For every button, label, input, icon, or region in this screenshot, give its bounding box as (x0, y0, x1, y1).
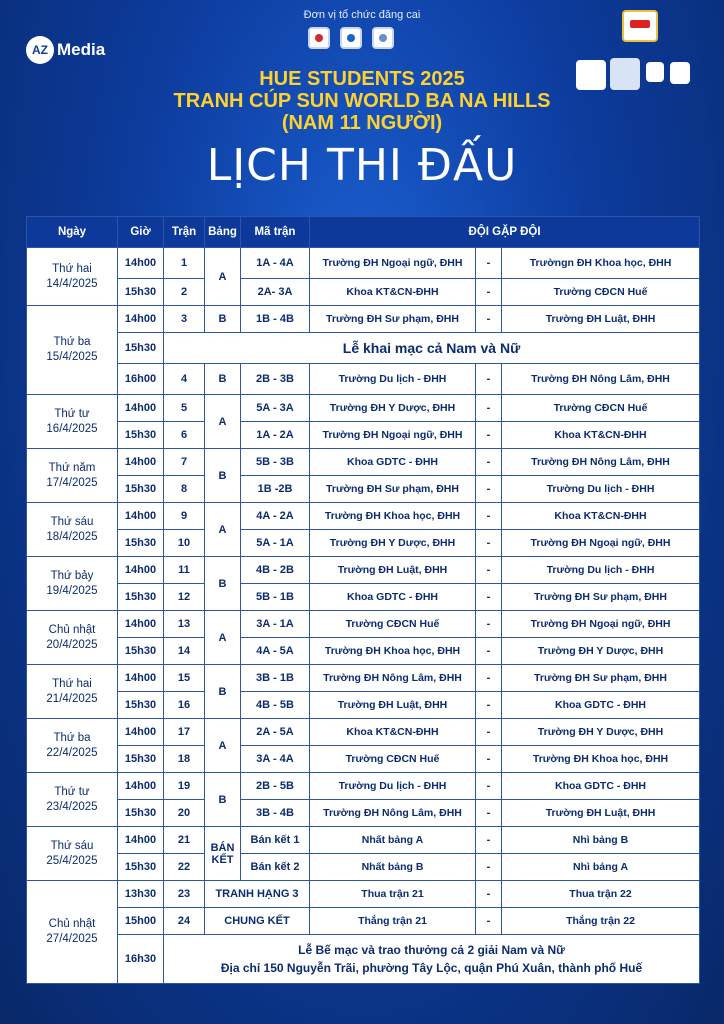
sponsor-logo-icon (622, 10, 658, 42)
date-cell: Chủ nhật 27/4/2025 (27, 881, 118, 984)
table-header-row (27, 217, 700, 248)
match-code: 3A - 4A (241, 746, 310, 773)
table-row (27, 476, 700, 503)
time-cell: 15h30 (118, 530, 164, 557)
table-row (27, 333, 700, 364)
event-category: (NAM 11 NGƯỜI) (281, 112, 443, 134)
time-cell: 16h00 (118, 364, 164, 395)
away-team: Trường ĐH Ngoại ngữ, ĐHH (502, 530, 700, 557)
home-team: Trường ĐH Nông Lâm, ĐHH (310, 800, 476, 827)
match-number: 1 (164, 248, 205, 279)
match-number: 5 (164, 395, 205, 422)
time-cell: 15h30 (118, 279, 164, 306)
match-code: 1B - 4B (241, 306, 310, 333)
match-code: 2A- 3A (241, 279, 310, 306)
away-team: Trường ĐH Ngoại ngữ, ĐHH (502, 611, 700, 638)
home-team: Trường CĐCN Huế (310, 611, 476, 638)
date-cell: Thứ ba 15/4/2025 (27, 306, 118, 395)
match-number: 19 (164, 773, 205, 800)
home-team: Khoa GDTC - ĐHH (310, 584, 476, 611)
match-code: Bán kết 2 (241, 854, 310, 881)
versus-dash: - (476, 638, 502, 665)
group-cell: A (205, 248, 241, 306)
match-code: 5B - 1B (241, 584, 310, 611)
versus-dash: - (476, 773, 502, 800)
event-subtitle: TRANH CÚP SUN WORLD BA NA HILLS (173, 90, 551, 112)
match-code: 1B -2B (241, 476, 310, 503)
home-team: Nhất bảng A (310, 827, 476, 854)
time-cell: 15h30 (118, 800, 164, 827)
match-number: 15 (164, 665, 205, 692)
versus-dash: - (476, 665, 502, 692)
table-row (27, 827, 700, 854)
match-number: 8 (164, 476, 205, 503)
time-cell: 14h00 (118, 503, 164, 530)
time-cell: 14h00 (118, 827, 164, 854)
time-cell: 14h00 (118, 306, 164, 333)
home-team: Trường ĐH Nông Lâm, ĐHH (310, 665, 476, 692)
table-row (27, 364, 700, 395)
match-code: 1A - 4A (241, 248, 310, 279)
home-team: Trường ĐH Khoa học, ĐHH (310, 503, 476, 530)
brand-name: Media (57, 40, 106, 59)
opening-ceremony: Lễ khai mạc cả Nam và Nữ (164, 333, 700, 364)
table-row (27, 395, 700, 422)
match-number: 18 (164, 746, 205, 773)
home-team: Khoa KT&CN-ĐHH (310, 279, 476, 306)
table-row (27, 638, 700, 665)
versus-dash: - (476, 692, 502, 719)
match-code: Bán kết 1 (241, 827, 310, 854)
date-cell: Thứ tư 16/4/2025 (27, 395, 118, 449)
time-cell: 15h30 (118, 638, 164, 665)
match-number: 10 (164, 530, 205, 557)
versus-dash: - (476, 248, 502, 279)
home-team: Trường ĐH Sư phạm, ĐHH (310, 306, 476, 333)
match-code: CHUNG KẾT (205, 908, 310, 935)
away-team: Trường ĐH Sư phạm, ĐHH (502, 665, 700, 692)
home-team: Thắng trận 21 (310, 908, 476, 935)
time-cell: 13h30 (118, 881, 164, 908)
time-cell: 14h00 (118, 719, 164, 746)
university-logo-icon (372, 27, 394, 49)
table-row (27, 503, 700, 530)
group-cell: B (205, 773, 241, 827)
versus-dash: - (476, 306, 502, 333)
away-team: Trường ĐH Luật, ĐHH (502, 306, 700, 333)
match-number: 13 (164, 611, 205, 638)
table-row (27, 530, 700, 557)
away-team: Khoa GDTC - ĐHH (502, 692, 700, 719)
organizer-logos (308, 27, 394, 49)
match-number: 20 (164, 800, 205, 827)
table-row (27, 773, 700, 800)
date-cell: Chủ nhật 20/4/2025 (27, 611, 118, 665)
home-team: Trường ĐH Sư phạm, ĐHH (310, 476, 476, 503)
match-code: 2A - 5A (241, 719, 310, 746)
match-number: 4 (164, 364, 205, 395)
away-team: Trường ĐH Khoa học, ĐHH (502, 746, 700, 773)
time-cell: 16h30 (118, 935, 164, 984)
group-cell: B (205, 557, 241, 611)
versus-dash: - (476, 611, 502, 638)
away-team: Trường Du lịch - ĐHH (502, 476, 700, 503)
university-logo-icon (308, 27, 330, 49)
versus-dash: - (476, 422, 502, 449)
time-cell: 14h00 (118, 665, 164, 692)
versus-dash: - (476, 530, 502, 557)
away-team: Trường CĐCN Huế (502, 395, 700, 422)
time-cell: 14h00 (118, 557, 164, 584)
match-code: 4B - 2B (241, 557, 310, 584)
match-number: 17 (164, 719, 205, 746)
match-code: 4A - 5A (241, 638, 310, 665)
away-team: Khoa KT&CN-ĐHH (502, 503, 700, 530)
versus-dash: - (476, 395, 502, 422)
match-number: 9 (164, 503, 205, 530)
versus-dash: - (476, 827, 502, 854)
match-number: 22 (164, 854, 205, 881)
column-header: Trận (164, 217, 205, 248)
match-number: 24 (164, 908, 205, 935)
table-row (27, 854, 700, 881)
column-header: Bảng (205, 217, 241, 248)
versus-dash: - (476, 557, 502, 584)
versus-dash: - (476, 279, 502, 306)
date-cell: Thứ bảy 19/4/2025 (27, 557, 118, 611)
match-code: TRANH HẠNG 3 (205, 881, 310, 908)
table-row (27, 279, 700, 306)
table-row (27, 719, 700, 746)
match-code: 1A - 2A (241, 422, 310, 449)
versus-dash: - (476, 476, 502, 503)
match-code: 4B - 5B (241, 692, 310, 719)
column-header: Ngày (27, 217, 118, 248)
schedule-table (26, 216, 700, 984)
away-team: Khoa GDTC - ĐHH (502, 773, 700, 800)
home-team: Trường CĐCN Huế (310, 746, 476, 773)
university-logo-icon (340, 27, 362, 49)
versus-dash: - (476, 364, 502, 395)
group-cell: A (205, 503, 241, 557)
match-code: 5A - 3A (241, 395, 310, 422)
versus-dash: - (476, 449, 502, 476)
versus-dash: - (476, 503, 502, 530)
time-cell: 14h00 (118, 773, 164, 800)
table-row (27, 800, 700, 827)
column-header: Giờ (118, 217, 164, 248)
home-team: Trường ĐH Khoa học, ĐHH (310, 638, 476, 665)
date-cell: Thứ tư 23/4/2025 (27, 773, 118, 827)
time-cell: 15h30 (118, 692, 164, 719)
table-row (27, 422, 700, 449)
away-team: Nhì bảng A (502, 854, 700, 881)
group-cell: B (205, 364, 241, 395)
match-number: 2 (164, 279, 205, 306)
time-cell: 15h30 (118, 333, 164, 364)
match-number: 14 (164, 638, 205, 665)
time-cell: 15h30 (118, 854, 164, 881)
table-row (27, 248, 700, 279)
date-cell: Thứ sáu 18/4/2025 (27, 503, 118, 557)
match-number: 11 (164, 557, 205, 584)
group-cell: B (205, 449, 241, 503)
home-team: Trường Du lịch - ĐHH (310, 364, 476, 395)
home-team: Trường ĐH Luật, ĐHH (310, 692, 476, 719)
home-team: Trường ĐH Ngoại ngữ, ĐHH (310, 248, 476, 279)
event-title: HUE STUDENTS 2025 (259, 68, 465, 90)
match-code: 4A - 2A (241, 503, 310, 530)
away-team: Thua trận 22 (502, 881, 700, 908)
table-row (27, 584, 700, 611)
group-cell: A (205, 611, 241, 665)
versus-dash: - (476, 719, 502, 746)
closing-ceremony: Lễ Bế mạc và trao thưởng cả 2 giải Nam và Nữ Địa chỉ 150 Nguyễn Trãi, phường Tây Lộc, quận Phú Xuân, thành phố Huế (164, 935, 700, 984)
home-team: Nhất bảng B (310, 854, 476, 881)
column-header: ĐỘI GẶP ĐỘI (310, 217, 700, 248)
column-header: Mã trận (241, 217, 310, 248)
match-number: 7 (164, 449, 205, 476)
page-title: LỊCH THI ĐẤU (206, 140, 518, 191)
home-team: Khoa KT&CN-ĐHH (310, 719, 476, 746)
az-media-logo (26, 36, 105, 64)
away-team: Trường ĐH Nông Lâm, ĐHH (502, 364, 700, 395)
versus-dash: - (476, 908, 502, 935)
away-team: Trường ĐH Nông Lâm, ĐHH (502, 449, 700, 476)
match-number: 3 (164, 306, 205, 333)
versus-dash: - (476, 746, 502, 773)
match-number: 16 (164, 692, 205, 719)
time-cell: 15h00 (118, 908, 164, 935)
match-code: 3B - 4B (241, 800, 310, 827)
table-row (27, 611, 700, 638)
versus-dash: - (476, 584, 502, 611)
time-cell: 15h30 (118, 476, 164, 503)
group-cell: B (205, 306, 241, 333)
table-row (27, 665, 700, 692)
away-team: Trường ĐH Sư phạm, ĐHH (502, 584, 700, 611)
away-team: Thắng trận 22 (502, 908, 700, 935)
date-cell: Thứ sáu 25/4/2025 (27, 827, 118, 881)
time-cell: 15h30 (118, 422, 164, 449)
table-row (27, 449, 700, 476)
date-cell: Thứ ba 22/4/2025 (27, 719, 118, 773)
away-team: Trường CĐCN Huế (502, 279, 700, 306)
table-row (27, 935, 700, 984)
versus-dash: - (476, 800, 502, 827)
home-team: Trường ĐH Y Dược, ĐHH (310, 395, 476, 422)
time-cell: 14h00 (118, 449, 164, 476)
home-team: Trường ĐH Luật, ĐHH (310, 557, 476, 584)
group-cell: A (205, 395, 241, 449)
away-team: Trường ĐH Luật, ĐHH (502, 800, 700, 827)
match-code: 3B - 1B (241, 665, 310, 692)
time-cell: 15h30 (118, 584, 164, 611)
match-number: 21 (164, 827, 205, 854)
time-cell: 15h30 (118, 746, 164, 773)
away-team: Nhì bảng B (502, 827, 700, 854)
match-number: 23 (164, 881, 205, 908)
time-cell: 14h00 (118, 611, 164, 638)
versus-dash: - (476, 854, 502, 881)
table-row (27, 306, 700, 333)
home-team: Thua trận 21 (310, 881, 476, 908)
time-cell: 14h00 (118, 395, 164, 422)
date-cell: Thứ năm 17/4/2025 (27, 449, 118, 503)
table-row (27, 557, 700, 584)
match-code: 3A - 1A (241, 611, 310, 638)
table-row (27, 908, 700, 935)
match-number: 6 (164, 422, 205, 449)
versus-dash: - (476, 881, 502, 908)
match-code: 5A - 1A (241, 530, 310, 557)
away-team: Trườngn ĐH Khoa học, ĐHH (502, 248, 700, 279)
table-row (27, 746, 700, 773)
table-row (27, 881, 700, 908)
date-cell: Thứ hai 14/4/2025 (27, 248, 118, 306)
organizer-label: Đơn vị tổ chức đăng cai (303, 9, 421, 21)
home-team: Trường Du lịch - ĐHH (310, 773, 476, 800)
away-team: Trường Du lịch - ĐHH (502, 557, 700, 584)
group-cell: B (205, 665, 241, 719)
match-code: 2B - 3B (241, 364, 310, 395)
away-team: Trường ĐH Y Dược, ĐHH (502, 638, 700, 665)
match-number: 12 (164, 584, 205, 611)
match-code: 5B - 3B (241, 449, 310, 476)
group-cell: A (205, 719, 241, 773)
away-team: Khoa KT&CN-ĐHH (502, 422, 700, 449)
time-cell: 14h00 (118, 248, 164, 279)
group-cell: BÁN KẾT (205, 827, 241, 881)
home-team: Trường ĐH Ngoại ngữ, ĐHH (310, 422, 476, 449)
table-row (27, 692, 700, 719)
date-cell: Thứ hai 21/4/2025 (27, 665, 118, 719)
match-code: 2B - 5B (241, 773, 310, 800)
away-team: Trường ĐH Y Dược, ĐHH (502, 719, 700, 746)
home-team: Khoa GDTC - ĐHH (310, 449, 476, 476)
home-team: Trường ĐH Y Dược, ĐHH (310, 530, 476, 557)
az-logo-icon: AZ (26, 36, 54, 64)
